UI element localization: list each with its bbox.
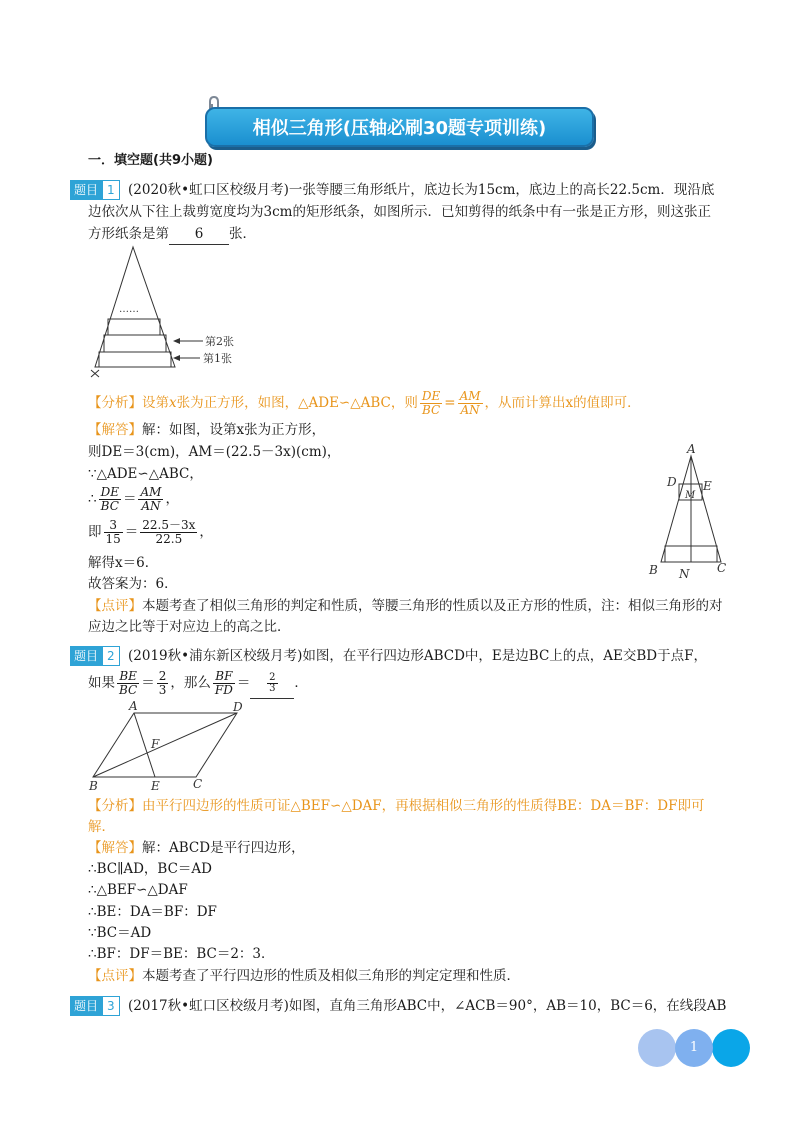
scissors-icon xyxy=(91,370,99,377)
question-tag-2 xyxy=(70,646,126,666)
footer-circle-left xyxy=(638,1029,676,1067)
q1-figure-triangle xyxy=(85,242,275,382)
question-number: 3 xyxy=(102,996,120,1016)
q2-solution-l5: ∵BC＝AD xyxy=(88,925,152,941)
solution-tag: 【解答】 xyxy=(88,422,142,438)
label-B: B xyxy=(649,563,658,577)
question-tag-label: 题目 xyxy=(70,996,102,1016)
q1-analysis xyxy=(88,389,641,417)
q1-line1: (2020秋•虹口区校级月考)一张等腰三角形纸片，底边长为15cm，底边上的高长22.5cm．现沿底 xyxy=(128,182,715,198)
comment-tag: 【点评】 xyxy=(88,598,142,614)
q1-line3b: 张． xyxy=(229,226,256,242)
q2-line1: (2019秋•浦东新区校级月考)如图，在平行四边形ABCD中，E是边BC上的点，AE交BD于点F， xyxy=(128,648,707,664)
analysis-eq: = xyxy=(444,395,456,411)
title-banner xyxy=(205,107,594,147)
q1-solution-l2: 则DE＝3(cm)，AM＝(22.5－3x)(cm)， xyxy=(88,444,341,460)
analysis-tag: 【分析】 xyxy=(88,395,142,411)
label-E: E xyxy=(703,479,712,493)
analysis-text-c: ，从而计算出x的值即可． xyxy=(484,395,641,411)
label-B: B xyxy=(89,779,98,793)
question-tag-3 xyxy=(70,996,126,1016)
q1-solution-l5: 即 $\frac{3}{15}$ ＝ $\frac{22.5-3x}{22.5}$ ， xyxy=(88,518,213,546)
page-title: 相似三角形(压轴必刷30题专项训练) xyxy=(252,118,547,139)
q2-analysis-l2: 解． xyxy=(88,819,115,835)
question-tag-label: 题目 xyxy=(70,646,102,666)
label-C: C xyxy=(717,561,727,575)
label-strip-2: 第2张 xyxy=(205,335,234,348)
q2-solution-l3: ∴△BEF∽△DAF xyxy=(88,882,188,898)
analysis-text-b: 张为正方形，如图，△ADE∽△ABC，则 xyxy=(176,395,418,411)
q2-solution-l1: 【解答】解：ABCD是平行四边形， xyxy=(88,840,305,856)
q2-line2: 如果 $\frac{BE}{BC}$ ＝ $\frac{2}{3}$ ，那么 $\frac{BF}{FD}$ ＝ $\frac{2}{3}$ ． xyxy=(88,669,308,697)
label-E: E xyxy=(151,779,160,793)
analysis-frac-1: $\frac{DE}{BC}$ xyxy=(421,389,441,417)
q1-solution-l1 xyxy=(88,420,325,440)
q2-figure-parallelogram xyxy=(85,698,255,793)
q1-solution-l4: ∴ $\frac{DE}{BC}$ ＝ $\frac{AM}{AN}$ ， xyxy=(88,485,179,513)
label-D: D xyxy=(233,700,243,714)
q2-answer-blank: $\frac{2}{3}$ xyxy=(250,668,294,699)
label-D: D xyxy=(667,475,677,489)
comment-text: 本题考查了相似三角形的判定和性质，等腰三角形的性质以及正方形的性质，注：相似三角形的对 xyxy=(142,598,723,614)
q1-line2: 边依次从下往上裁剪宽度均为3cm的矩形纸条，如图所示．已知剪得的纸条中有一张是正方形，则这张正 xyxy=(88,204,711,220)
q2-solution-l2: ∴BC∥AD，BC＝AD xyxy=(88,861,212,877)
strip-dots: …… xyxy=(119,304,139,315)
q2-comment: 【点评】本题考查了平行四边形的性质及相似三角形的判定定理和性质． xyxy=(88,968,520,984)
label-A: A xyxy=(129,699,138,713)
analysis-var: x xyxy=(169,395,177,411)
question-tag-1 xyxy=(70,180,126,200)
footer-circle-right xyxy=(712,1029,750,1067)
q1-solution-l6: 解得x＝6． xyxy=(88,555,159,571)
q2-solution-l6: ∴BF：DF＝BE：BC＝2：3． xyxy=(88,946,275,962)
section-heading: 一．填空题(共9小题) xyxy=(88,153,213,168)
q2-solution-l4: ∴BE：DA＝BF：DF xyxy=(88,904,217,920)
strip-2 xyxy=(104,335,166,352)
analysis-text-a: 设第 xyxy=(142,395,169,411)
q2-analysis-l1: 【分析】由平行四边形的性质可证△BEF∽△DAF，再根据相似三角形的性质得BE：DA＝BF：DF即可 xyxy=(88,798,705,814)
q1-figure-abc xyxy=(645,442,735,582)
solution-text: 解：如图，设第x张为正方形， xyxy=(142,422,326,438)
question-number: 2 xyxy=(102,646,120,666)
q1-comment-l2: 应边之比等于对应边上的高之比． xyxy=(88,619,291,635)
q1-answer-blank: 6 xyxy=(169,224,229,245)
label-A: A xyxy=(687,442,696,456)
label-F: F xyxy=(151,737,160,751)
q3-line1: (2017秋•虹口区校级月考)如图，直角三角形ABC中，∠ACB＝90°，AB＝10，BC＝6，在线段AB xyxy=(128,998,727,1014)
strip-1 xyxy=(99,352,171,367)
label-C: C xyxy=(193,777,203,791)
label-strip-1: 第1张 xyxy=(203,352,232,365)
question-number: 1 xyxy=(102,180,120,200)
label-M: M xyxy=(685,490,696,501)
q1-comment-l1 xyxy=(88,596,723,616)
page-number: 1 xyxy=(675,1029,713,1067)
q1-solution-l3: ∵△ADE∽△ABC， xyxy=(88,466,203,482)
label-N: N xyxy=(679,567,690,581)
question-tag-label: 题目 xyxy=(70,180,102,200)
analysis-frac-2: $\frac{AM}{AN}$ xyxy=(459,389,481,417)
q1-solution-l7: 故答案为：6． xyxy=(88,576,178,592)
q1-line3a: 方形纸条是第 xyxy=(88,226,169,242)
strip-3 xyxy=(108,319,160,335)
